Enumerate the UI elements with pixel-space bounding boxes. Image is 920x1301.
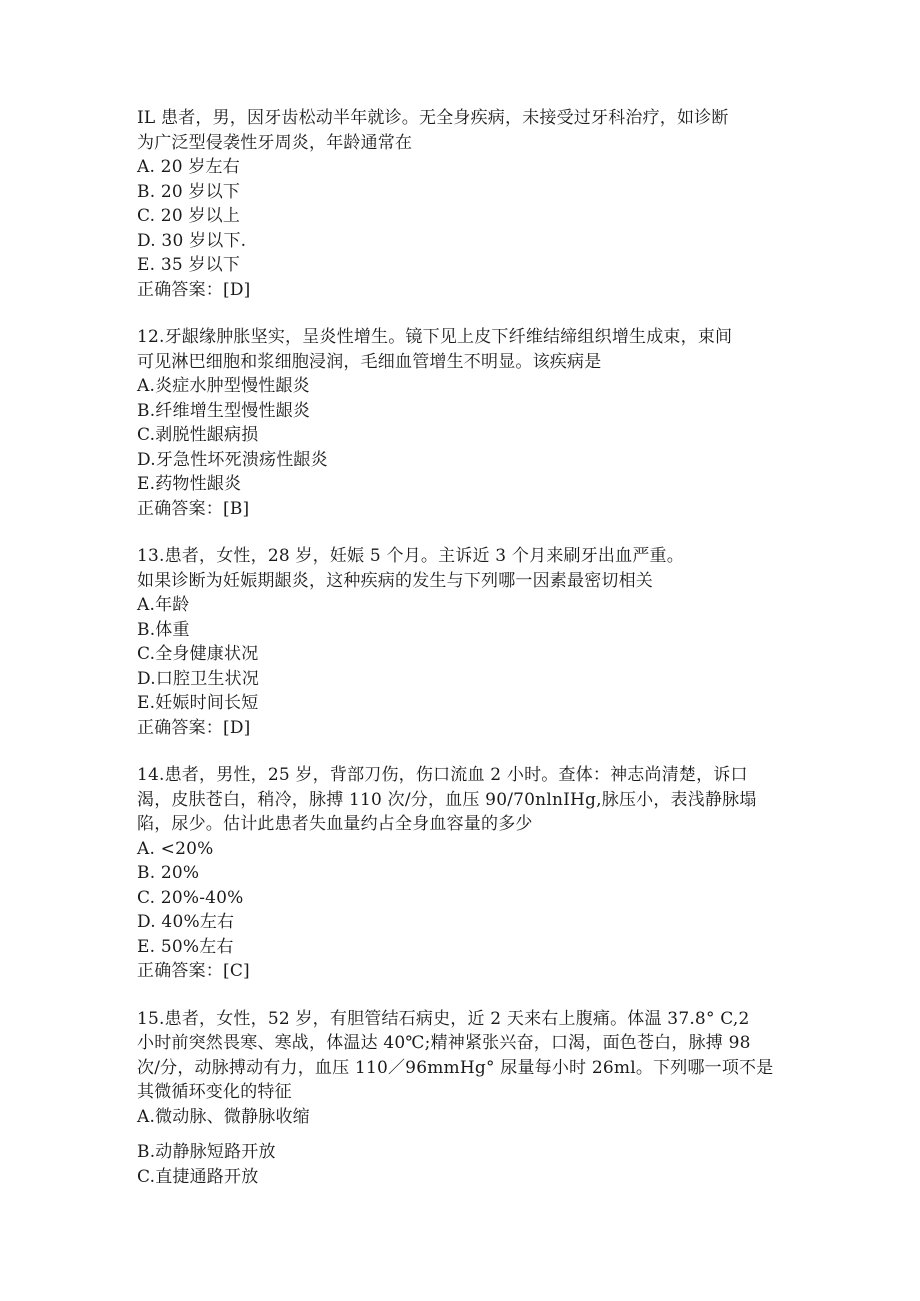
question-stem-line: 14.患者，男性，25 岁，背部刀伤，伤口流血 2 小时。查体：神志尚清楚，诉口 [137,765,748,785]
option-d: D. 30 岁以下. [137,230,247,251]
correct-answer: 正确答案：[C] [137,961,250,981]
question-stem-line: 次/分，动脉搏动有力，血压 110／96mmHg° 尿量每小时 26ml。下列哪一项不是 [137,1057,774,1078]
option-c: C.直捷通路开放 [137,1166,259,1187]
option-e: E. 35 岁以下 [137,255,241,275]
option-b: B.体重 [137,619,190,640]
option-e: E. 50%左右 [137,936,234,957]
correct-answer: 正确答案：[D] [137,717,251,738]
option-c: C. 20%-40% [137,887,244,908]
option-c: C.全身健康状况 [137,644,259,664]
question-stem-line: 15.患者，女性，52 岁，有胆管结石病史，近 2 天来右上腹痛。体温 37.8° C,2 [137,1008,750,1029]
question-12 [137,325,797,521]
question-stem-line: 其微循环变化的特征 [137,1082,292,1102]
option-e: E.妊娠时间长短 [137,693,259,713]
question-stem-line: IL 患者，男，因牙齿松动半年就诊。无全身疾病，未接受过牙科治疗，如诊断 [137,108,729,128]
question-stem-line: 如果诊断为妊娠期龈炎，这种疾病的发生与下列哪一因素最密切相关 [137,570,653,591]
question-stem-line: 13.患者，女性，28 岁，妊娠 5 个月。主诉近 3 个月来刷牙出血严重。 [137,546,684,566]
option-b: B. 20% [137,863,200,883]
option-b: B.动静脉短路开放 [137,1142,276,1162]
question-14 [137,763,797,984]
question-stem-line: 陷，尿少。估计此患者失血量约占全身血容量的多少 [137,814,533,834]
question-11 [137,106,797,302]
option-e: E.药物性龈炎 [137,474,242,494]
question-stem-line: 小时前突然畏寒、寒战，体温达 40℃;精神紧张兴奋，口渴，面色苍白，脉搏 98 [137,1033,751,1053]
option-a: A.年龄 [137,595,190,615]
option-a: A.炎症水肿型慢性龈炎 [137,376,310,396]
option-d: D.牙急性坏死溃疡性龈炎 [137,449,328,470]
question-stem-line: 为广泛型侵袭性牙周炎，年龄通常在 [137,132,413,153]
option-d: D. 40%左右 [137,912,235,932]
option-b: B. 20 岁以下 [137,181,241,202]
option-c: C.剥脱性龈病损 [137,425,259,445]
option-a: A. 20 岁左右 [137,157,240,177]
question-13 [137,544,797,740]
option-b: B.纤维增生型慢性龈炎 [137,400,311,421]
option-a: A.微动脉、微静脉收缩 [137,1106,310,1127]
question-stem-line: 可见淋巴细胞和浆细胞浸润，毛细血管增生不明显。该疾病是 [137,351,602,372]
option-c: C. 20 岁以上 [137,206,241,226]
question-15 [137,1007,797,1190]
option-d: D.口腔卫生状况 [137,668,260,689]
correct-answer: 正确答案：[D] [137,279,251,300]
question-stem-line: 渴，皮肤苍白，稍冷，脉搏 110 次/分，血压 90/70nlnIHg,脉压小，表浅静脉塌 [137,789,757,810]
question-stem-line: 12.牙龈缘肿胀坚实，呈炎性增生。镜下见上皮下纤维结缔组织增生成束，束间 [137,327,733,347]
correct-answer: 正确答案：[B] [137,498,250,519]
document-page [137,106,797,1212]
option-a: A. <20% [137,838,214,859]
